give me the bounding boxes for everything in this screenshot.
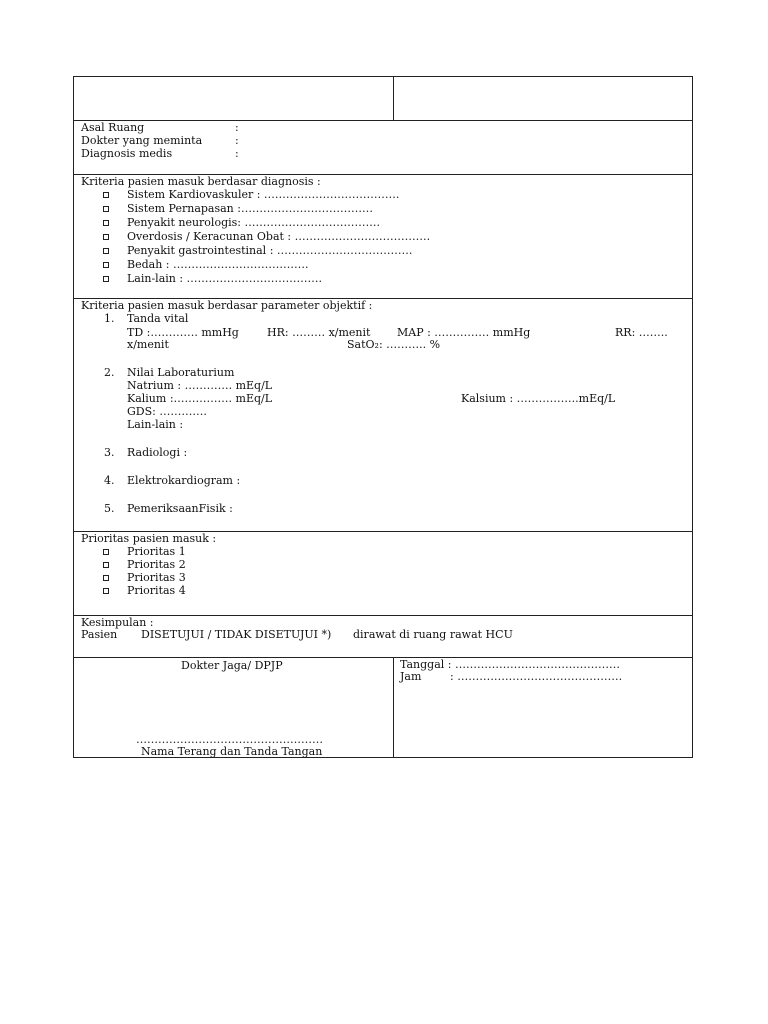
rule-priority bbox=[74, 615, 692, 616]
asal-ruang-label: Asal Ruang bbox=[81, 121, 145, 134]
checkbox[interactable] bbox=[103, 575, 109, 581]
signature-caption: Nama Terang dan Tanda Tangan bbox=[141, 745, 323, 758]
diagnosis-item: Sistem Kardiovaskuler : ………………………………. bbox=[127, 188, 400, 201]
map-field: MAP : …………… mmHg bbox=[397, 326, 531, 339]
checkbox[interactable] bbox=[103, 206, 109, 212]
jam-label: Jam bbox=[400, 670, 422, 683]
checkbox[interactable] bbox=[103, 549, 109, 555]
checkbox[interactable] bbox=[103, 262, 109, 268]
radiologi-label: Radiologi : bbox=[127, 446, 188, 459]
lab-label: Nilai Laboraturium bbox=[127, 366, 235, 379]
objective-section-title: Kriteria pasien masuk berdasar parameter objektif : bbox=[81, 299, 373, 312]
tanggal-field: Tanggal : ……………………………………… bbox=[400, 658, 620, 671]
dokter-meminta-label: Dokter yang meminta bbox=[81, 134, 203, 147]
signature-divider bbox=[393, 657, 394, 758]
kalsium-field: Kalsium : ……………..mEq/L bbox=[461, 392, 616, 405]
checkbox[interactable] bbox=[103, 220, 109, 226]
priority-item: Prioritas 1 bbox=[127, 545, 186, 558]
diagnosis-item: Sistem Pernapasan :……………………………… bbox=[127, 202, 373, 215]
signature-dots: …………………………………………… bbox=[136, 733, 323, 746]
conclusion-location: dirawat di ruang rawat HCU bbox=[353, 628, 513, 641]
vital-label: Tanda vital bbox=[127, 312, 189, 325]
vital-num: 1. bbox=[104, 312, 115, 325]
conclusion-title: Kesimpulan : bbox=[81, 616, 154, 629]
sat-field: SatO₂: ……….. % bbox=[347, 338, 441, 351]
hr-field: HR: ……… x/menit bbox=[267, 326, 371, 339]
dokter-meminta-colon: : bbox=[235, 134, 239, 147]
jam-field: : ……………………………………… bbox=[450, 670, 623, 683]
conclusion-decision: DISETUJUI / TIDAK DISETUJUI *) bbox=[141, 628, 332, 641]
rr-unit: x/menit bbox=[127, 338, 169, 351]
diagnosis-section-title: Kriteria pasien masuk berdasar diagnosis : bbox=[81, 175, 321, 188]
lab-num: 2. bbox=[104, 366, 115, 379]
gds-field: GDS: …………. bbox=[127, 405, 207, 418]
priority-item: Prioritas 2 bbox=[127, 558, 186, 571]
fisik-num: 5. bbox=[104, 502, 115, 515]
checkbox[interactable] bbox=[103, 234, 109, 240]
kalium-field: Kalium :……………. mEq/L bbox=[127, 392, 273, 405]
radiologi-num: 3. bbox=[104, 446, 115, 459]
hcu-admission-form bbox=[73, 76, 693, 758]
checkbox[interactable] bbox=[103, 276, 109, 282]
rr-field: RR: …….. bbox=[615, 326, 668, 339]
priority-item: Prioritas 3 bbox=[127, 571, 186, 584]
ekg-label: Elektrokardiogram : bbox=[127, 474, 241, 487]
checkbox[interactable] bbox=[103, 588, 109, 594]
lab-lain-field: Lain-lain : bbox=[127, 418, 184, 431]
rule-header bbox=[74, 120, 692, 121]
checkbox[interactable] bbox=[103, 248, 109, 254]
priority-item: Prioritas 4 bbox=[127, 584, 186, 597]
diagnosis-label: Diagnosis medis bbox=[81, 147, 173, 160]
diagnosis-item: Lain-lain : ………………………………. bbox=[127, 272, 323, 285]
td-field: TD :…………. mmHg bbox=[127, 326, 239, 339]
priority-section-title: Prioritas pasien masuk : bbox=[81, 532, 217, 545]
signature-title: Dokter Jaga/ DPJP bbox=[181, 659, 283, 672]
diagnosis-item: Penyakit gastrointestinal : ………………………………. bbox=[127, 244, 413, 257]
conclusion-pasien: Pasien bbox=[81, 628, 118, 641]
header-divider bbox=[393, 77, 394, 120]
checkbox[interactable] bbox=[103, 562, 109, 568]
fisik-label: PemeriksaanFisik : bbox=[127, 502, 233, 515]
diagnosis-item: Penyakit neurologis: ………………………………. bbox=[127, 216, 380, 229]
diagnosis-item: Overdosis / Keracunan Obat : ………………………………. bbox=[127, 230, 431, 243]
diagnosis-item: Bedah : ………………………………. bbox=[127, 258, 309, 271]
ekg-num: 4. bbox=[104, 474, 115, 487]
diagnosis-colon: : bbox=[235, 147, 239, 160]
natrium-field: Natrium : …………. mEq/L bbox=[127, 379, 273, 392]
asal-ruang-colon: : bbox=[235, 121, 239, 134]
checkbox[interactable] bbox=[103, 192, 109, 198]
